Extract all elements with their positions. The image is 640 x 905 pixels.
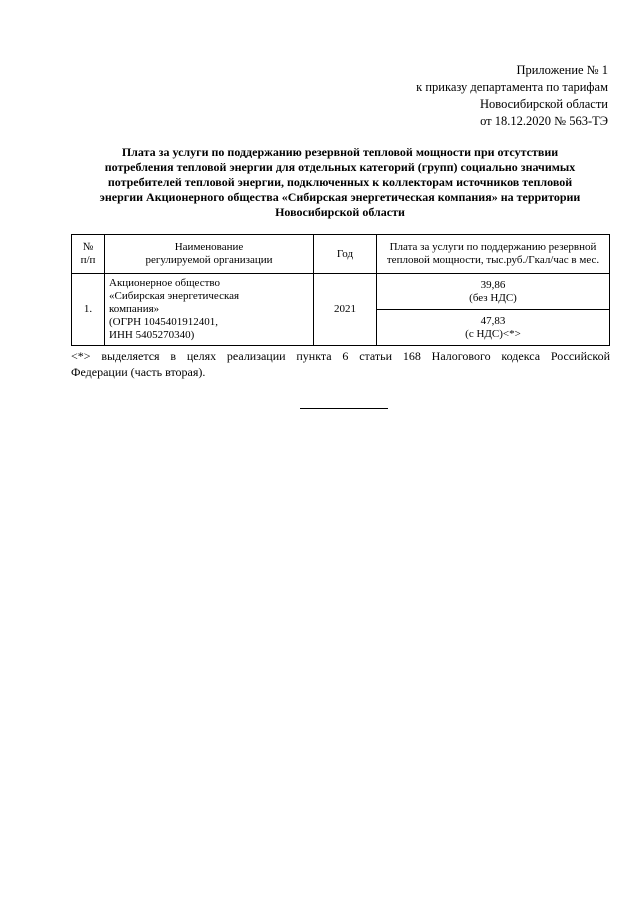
header-organization [105, 235, 314, 274]
header-fee-line-2: тепловой мощности, тыс.руб./Гкал/час в мес. [386, 254, 600, 266]
row-number: 1. [72, 274, 105, 346]
row-organization [105, 274, 314, 346]
header-year: Год [314, 235, 377, 274]
header-number-line-1: № [82, 241, 94, 253]
table-header-row [72, 235, 610, 274]
header-organization-line-1: Наименование [174, 241, 244, 253]
header-fee [377, 235, 610, 274]
fee-table [71, 234, 610, 346]
title-line-5: Новосибирской области [275, 205, 405, 219]
org-ogrn: (ОГРН 1045401912401, [109, 316, 219, 328]
appendix-header [308, 62, 608, 130]
header-organization-line-2: регулируемой организации [145, 254, 273, 266]
fee-with-vat [377, 310, 610, 346]
appendix-region: Новосибирской области [479, 97, 608, 111]
org-line-2: «Сибирская энергетическая [109, 290, 240, 302]
org-line-3: компания» [109, 303, 160, 315]
appendix-date: от 18.12.2020 № 563-ТЭ [480, 114, 608, 128]
org-line-1: Акционерное общество [109, 277, 221, 289]
footnote-line-2: Федерации (часть вторая). [71, 365, 206, 379]
appendix-number: Приложение № 1 [516, 63, 608, 77]
title-line-4: энергии Акционерного общества «Сибирская энергетическая компания» на территории [99, 190, 581, 204]
table-row [72, 274, 610, 310]
footnote [71, 348, 610, 380]
fee-with-vat-value: 47,83 [480, 314, 506, 327]
row-year: 2021 [314, 274, 377, 346]
document-title [70, 145, 610, 220]
header-fee-line-1: Плата за услуги по поддержанию резервной [389, 241, 597, 253]
header-number-line-2: п/п [80, 254, 96, 266]
org-inn: ИНН 5405270340) [109, 329, 195, 341]
fee-with-vat-note: (с НДС)<*> [465, 327, 521, 340]
footnote-line-1: <*> выделяется в целях реализации пункта 6 статьи 168 Налогового кодекса Российской [71, 349, 610, 363]
appendix-order-ref: к приказу департамента по тарифам [416, 80, 608, 94]
end-divider [300, 408, 388, 409]
title-line-2: потребления тепловой энергии для отдельных категорий (групп) социально значимых [104, 160, 576, 174]
fee-without-vat-note: (без НДС) [469, 291, 517, 304]
header-number [72, 235, 105, 274]
title-line-1: Плата за услуги по поддержанию резервной тепловой мощности при отсутствии [121, 145, 559, 159]
fee-without-vat-value: 39,86 [480, 278, 506, 291]
title-line-3: потребителей тепловой энергии, подключенных к коллекторам источников тепловой [107, 175, 573, 189]
fee-without-vat [377, 274, 610, 310]
